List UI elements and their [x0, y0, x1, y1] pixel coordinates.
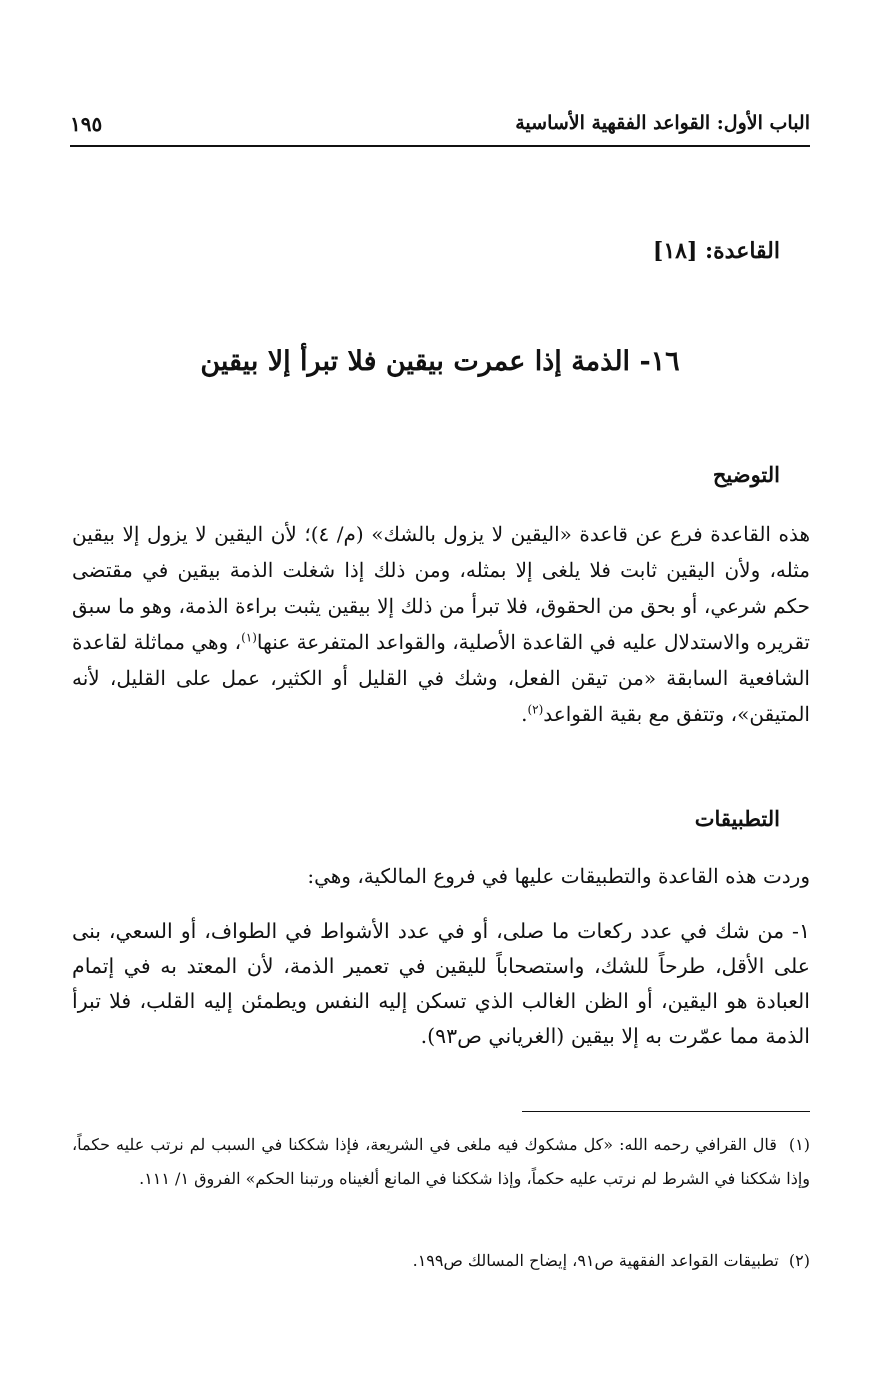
- chapter-title: الباب الأول: القواعد الفقهية الأساسية: [515, 112, 810, 134]
- rule-title: ١٦- الذمة إذا عمرت بيقين فلا تبرأ إلا بيقين: [200, 346, 680, 377]
- footnote-divider: [522, 1111, 810, 1112]
- clarification-paragraph: [72, 516, 810, 732]
- footnote-1-number: (١): [788, 1135, 811, 1154]
- footnote-1-text: قال القرافي رحمه الله: «كل مشكوك فيه ملغى في الشريعة، فإذا شككنا في السبب لم نرتب عليه حكماً، وإذا شككنا في الشرط لم نرتب عليه حكماً، وإذا شككنا في المانع ألغيناه ورتبنا الحكم» الفروق ١/ ١١١.: [72, 1135, 810, 1188]
- page-number: ١٩٥: [70, 112, 103, 136]
- clarification-text-1: هذه القاعدة فرع عن قاعدة «اليقين لا يزول بالشك» (م/ ٤)؛ لأن اليقين لا يزول إلا بيقين مثله، ولأن اليقين ثابت فلا يلغى إلا بمثله، ومن ذلك إذا شغلت الذمة بيقين في مقتضى حكم شرعي، أو بحق من الحقوق، فلا تبرأ من ذلك إلا بيقين يثبت براءة الذمة، وهو ما سبق تقريره والاستدلال عليه في القاعدة الأصلية، والقواعد المتفرعة عنها: [72, 522, 810, 654]
- running-header: [70, 108, 810, 144]
- footnote-2-text: تطبيقات القواعد الفقهية ص٩١، إيضاح المسالك ص١٩٩.: [412, 1251, 779, 1270]
- applications-heading: التطبيقات: [694, 806, 780, 831]
- clarification-text-2: ، وهي مماثلة لقاعدة الشافعية السابقة «من تيقن الفعل، وشك في القليل أو الكثير، عمل على القليل، لأنه المتيقن»، وتتفق مع بقية القواعد: [72, 630, 810, 726]
- rule-label: القاعدة: [١٨]: [652, 238, 780, 264]
- footnote-ref-2: (٢): [527, 702, 544, 717]
- footnote-1: [72, 1128, 810, 1196]
- applications-intro: وردت هذه القاعدة والتطبيقات عليها في فروع المالكية، وهي:: [307, 864, 810, 888]
- clarification-heading: التوضيح: [712, 462, 780, 487]
- footnote-ref-1: (١): [241, 630, 257, 645]
- footnote-2-number: (٢): [788, 1251, 810, 1270]
- application-item-1: ١- من شك في عدد ركعات ما صلى، أو في عدد الأشواط في الطواف، أو السعي، بنى على الأقل، طرحاً للشك، واستصحاباً لليقين في تعمير الذمة، لأن المعتد به في إتمام العبادة هو اليقين، أو الظن الغالب الذي تسكن إليه النفس ويطمئن إليه القلب، فلا تبرأ الذمة مما عمّرت به إلا بيقين (الغرياني ص٩٣).: [72, 919, 810, 1048]
- footnote-2: [72, 1244, 810, 1278]
- clarification-text-end: .: [521, 702, 528, 726]
- header-divider: [70, 145, 810, 147]
